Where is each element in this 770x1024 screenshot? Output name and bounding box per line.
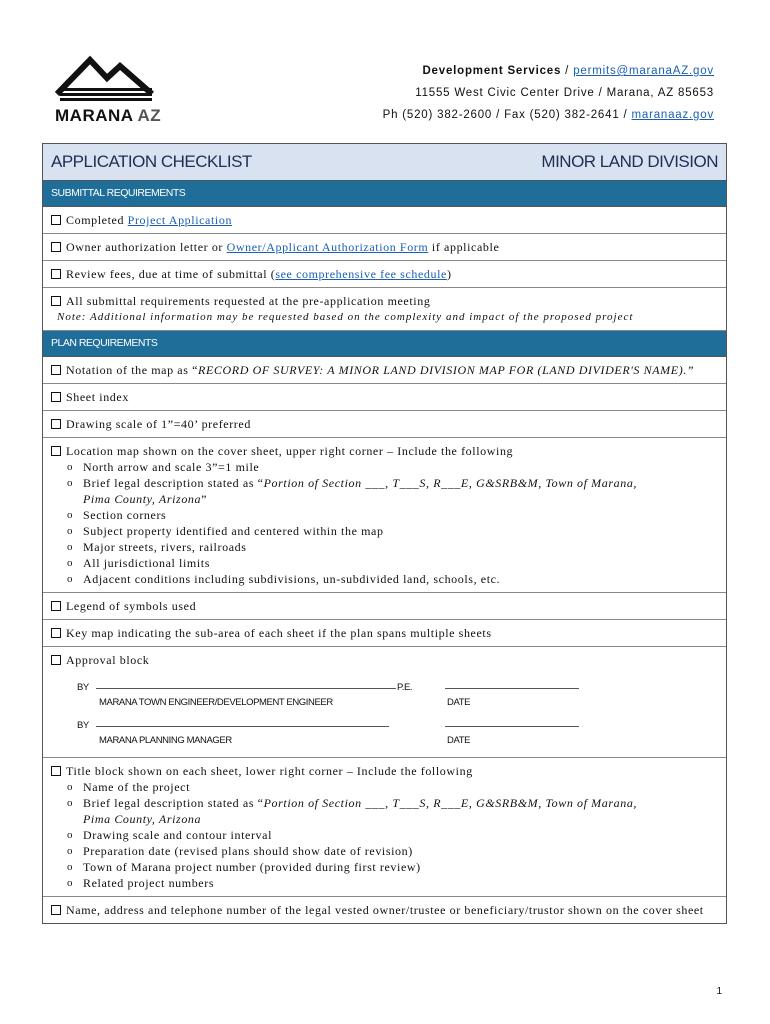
list-item <box>43 438 726 593</box>
checkbox-icon[interactable] <box>51 601 61 611</box>
manager-date-line <box>445 716 579 727</box>
item-text: Notation of the map as “ <box>66 363 199 377</box>
engineer-caption: MARANA TOWN ENGINEER/DEVELOPMENT ENGINEER <box>99 697 333 708</box>
checklist-sheet <box>42 143 727 924</box>
logo-wordmark <box>55 106 161 126</box>
engineer-date-line <box>445 678 579 689</box>
page-number: 1 <box>716 986 722 997</box>
sub-item-italic: Portion of Section ___, T___S, R___E, G&SRB&M, Town of Marana, <box>263 476 638 490</box>
list-item <box>43 897 726 923</box>
sub-item: o Drawing scale and contour interval <box>67 827 718 843</box>
list-item <box>43 384 726 411</box>
logo-name: MARANA <box>55 106 133 125</box>
logo-suffix: AZ <box>137 106 162 125</box>
separator: / <box>561 65 574 77</box>
sub-item: o North arrow and scale 3”=1 mile <box>67 459 718 475</box>
checkbox-icon[interactable] <box>51 905 61 915</box>
sub-item: o Adjacent conditions including subdivisions, un-subdivided land, schools, etc. <box>67 571 718 587</box>
sub-list <box>51 779 718 891</box>
sub-item: o Major streets, rivers, railroads <box>67 539 718 555</box>
checklist-title: APPLICATION CHECKLIST <box>51 152 252 171</box>
checkbox-icon[interactable] <box>51 296 61 306</box>
date-caption: DATE <box>447 697 471 708</box>
list-item <box>43 620 726 647</box>
email-link[interactable]: permits@maranaAZ.gov <box>573 65 714 77</box>
item-note: Note: Additional information may be requested based on the complexity and impact of the proposed project <box>57 311 634 323</box>
item-text: Review fees, due at time of submittal ( <box>66 267 276 281</box>
title-row <box>43 144 726 181</box>
item-text-italic: RECORD OF SURVEY: A MINOR LAND DIVISION MAP FOR (LAND DIVIDER'S NAME).” <box>198 363 695 377</box>
item-text: All submittal requirements requested at the pre-application meeting <box>66 294 431 308</box>
checkbox-icon[interactable] <box>51 215 61 225</box>
phone-line: Ph (520) 382-2600 / Fax (520) 382-2641 / <box>382 109 632 121</box>
website-link[interactable]: maranaaz.gov <box>631 109 714 121</box>
by-label: BY <box>77 720 89 731</box>
checkbox-icon[interactable] <box>51 419 61 429</box>
sub-item <box>67 795 718 811</box>
checkbox-icon[interactable] <box>51 269 61 279</box>
authorization-form-link[interactable]: Owner/Applicant Authorization Form <box>226 240 429 254</box>
sub-item-cont <box>67 491 718 507</box>
list-item <box>43 288 726 331</box>
item-text: Title block shown on each sheet, lower right corner – Include the following <box>66 764 473 778</box>
list-item <box>43 357 726 384</box>
pe-label: P.E. <box>397 682 413 693</box>
sub-item-italic: Pima County, Arizona <box>83 812 202 826</box>
address-line: 11555 West Civic Center Drive / Marana, AZ 85653 <box>415 87 714 99</box>
sub-item <box>67 475 718 491</box>
item-text: if applicable <box>428 240 500 254</box>
item-text: Owner authorization letter or <box>66 240 227 254</box>
list-item <box>43 758 726 897</box>
sub-item-cont <box>67 811 718 827</box>
list-item <box>43 234 726 261</box>
engineer-signature-line <box>96 678 396 689</box>
sub-item: o Section corners <box>67 507 718 523</box>
section-plan: PLAN REQUIREMENTS <box>43 331 726 357</box>
sub-item-italic: Pima County, Arizona <box>83 492 202 506</box>
item-text: Legend of symbols used <box>66 599 197 613</box>
sub-item-text: ” <box>201 492 208 506</box>
checkbox-icon[interactable] <box>51 655 61 665</box>
checkbox-icon[interactable] <box>51 392 61 402</box>
sub-item-italic: Portion of Section ___, T___S, R___E, G&SRB&M, Town of Marana, <box>263 796 638 810</box>
item-text: Sheet index <box>66 390 129 404</box>
dept-name: Development Services <box>422 65 562 77</box>
approval-block <box>51 668 718 752</box>
sub-item-text: Brief legal description stated as “ <box>83 476 264 490</box>
item-text: Name, address and telephone number of the legal vested owner/trustee or beneficiary/trustor shown on the cover sheet <box>66 903 704 917</box>
sub-item: o Subject property identified and centered within the map <box>67 523 718 539</box>
manager-caption: MARANA PLANNING MANAGER <box>99 735 232 746</box>
item-text: Approval block <box>66 653 150 667</box>
fee-schedule-link[interactable]: see comprehensive fee schedule <box>275 267 447 281</box>
item-text: Completed <box>66 213 128 227</box>
contact-header <box>383 60 714 126</box>
date-caption: DATE <box>447 735 471 746</box>
project-application-link[interactable]: Project Application <box>127 213 233 227</box>
by-label: BY <box>77 682 89 693</box>
sub-list <box>51 459 718 587</box>
checkbox-icon[interactable] <box>51 766 61 776</box>
sub-item-text: Brief legal description stated as “ <box>83 796 264 810</box>
section-submittal: SUBMITTAL REQUIREMENTS <box>43 181 726 207</box>
list-item <box>43 261 726 288</box>
sub-item: o Name of the project <box>67 779 718 795</box>
checkbox-icon[interactable] <box>51 365 61 375</box>
sub-item: o All jurisdictional limits <box>67 555 718 571</box>
sub-item: o Related project numbers <box>67 875 718 891</box>
sub-item: o Town of Marana project number (provided during first review) <box>67 859 718 875</box>
list-item <box>43 411 726 438</box>
checkbox-icon[interactable] <box>51 242 61 252</box>
sub-item: o Preparation date (revised plans should show date of revision) <box>67 843 718 859</box>
checkbox-icon[interactable] <box>51 446 61 456</box>
item-text: Drawing scale of 1”=40’ preferred <box>66 417 251 431</box>
item-text: Key map indicating the sub-area of each sheet if the plan spans multiple sheets <box>66 626 492 640</box>
division-title: MINOR LAND DIVISION <box>541 152 718 171</box>
item-text: ) <box>446 267 452 281</box>
checkbox-icon[interactable] <box>51 628 61 638</box>
list-item <box>43 647 726 758</box>
list-item <box>43 207 726 234</box>
item-text: Location map shown on the cover sheet, upper right corner – Include the following <box>66 444 514 458</box>
manager-signature-line <box>96 716 389 727</box>
list-item <box>43 593 726 620</box>
